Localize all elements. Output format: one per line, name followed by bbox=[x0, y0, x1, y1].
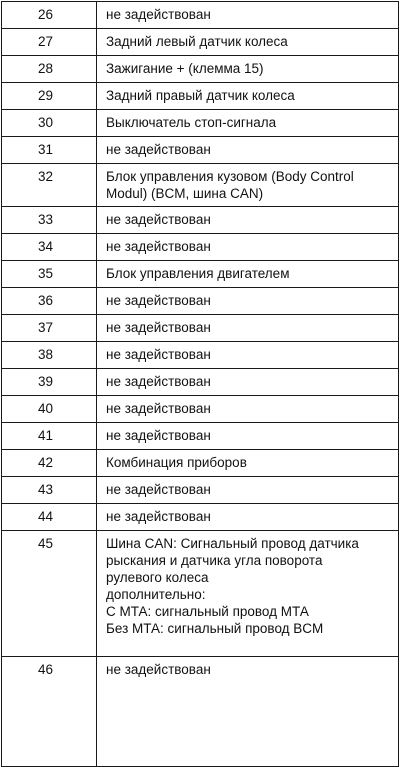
table-row bbox=[2, 83, 399, 110]
pin-number: 31 bbox=[2, 137, 97, 164]
table-row bbox=[2, 369, 399, 396]
pin-description: не задействован bbox=[97, 396, 399, 423]
pin-description: Блок управления кузовом (Body Control Modul) (BCM, шина CAN) bbox=[97, 164, 399, 207]
pin-number: 38 bbox=[2, 342, 97, 369]
pin-description: не задействован bbox=[97, 137, 399, 164]
pin-description: не задействован bbox=[97, 315, 399, 342]
table-row bbox=[2, 450, 399, 477]
pin-description: не задействован bbox=[97, 423, 399, 450]
table-row bbox=[2, 531, 399, 657]
pin-assignment-table bbox=[1, 1, 399, 767]
pin-number: 40 bbox=[2, 396, 97, 423]
pin-number: 36 bbox=[2, 288, 97, 315]
pin-number: 34 bbox=[2, 234, 97, 261]
pin-description: Комбинация приборов bbox=[97, 450, 399, 477]
pin-number: 30 bbox=[2, 110, 97, 137]
table-row bbox=[2, 504, 399, 531]
table-row bbox=[2, 657, 399, 767]
pin-number: 27 bbox=[2, 29, 97, 56]
pin-description: не задействован bbox=[97, 342, 399, 369]
pin-number: 28 bbox=[2, 56, 97, 83]
pin-number: 45 bbox=[2, 531, 97, 657]
table-row bbox=[2, 396, 399, 423]
pin-number: 37 bbox=[2, 315, 97, 342]
table-row bbox=[2, 288, 399, 315]
table-row bbox=[2, 110, 399, 137]
table-row bbox=[2, 29, 399, 56]
table-row bbox=[2, 56, 399, 83]
pin-number: 32 bbox=[2, 164, 97, 207]
pin-description: не задействован bbox=[97, 288, 399, 315]
table-row bbox=[2, 342, 399, 369]
pin-description: Задний левый датчик колеса bbox=[97, 29, 399, 56]
table-row bbox=[2, 164, 399, 207]
table-row bbox=[2, 207, 399, 234]
pin-description: не задействован bbox=[97, 504, 399, 531]
pin-number: 39 bbox=[2, 369, 97, 396]
pin-description: Выключатель стоп-сигнала bbox=[97, 110, 399, 137]
pin-number: 43 bbox=[2, 477, 97, 504]
table-row bbox=[2, 423, 399, 450]
table-row bbox=[2, 261, 399, 288]
pin-description: не задействован bbox=[97, 369, 399, 396]
pin-description: Шина CAN: Сигнальный провод датчика рыскания и датчика угла поворота рулевого колеса дополнительно: С МТА: сигнальный провод МТА Без МТА: сигнальный провод BCM bbox=[97, 531, 399, 657]
pin-number: 29 bbox=[2, 83, 97, 110]
table-row bbox=[2, 234, 399, 261]
table-row bbox=[2, 137, 399, 164]
pin-description: не задействован bbox=[97, 234, 399, 261]
pin-number: 41 bbox=[2, 423, 97, 450]
pin-description: не задействован bbox=[97, 477, 399, 504]
pin-description: не задействован bbox=[97, 207, 399, 234]
pin-number: 42 bbox=[2, 450, 97, 477]
pin-number: 26 bbox=[2, 2, 97, 29]
table-row bbox=[2, 315, 399, 342]
pin-description: Зажигание + (клемма 15) bbox=[97, 56, 399, 83]
pin-description: не задействован bbox=[97, 2, 399, 29]
pin-number: 35 bbox=[2, 261, 97, 288]
pin-table-body bbox=[2, 2, 399, 767]
pin-description: Задний правый датчик колеса bbox=[97, 83, 399, 110]
pin-description: не задействован bbox=[97, 657, 399, 767]
pin-number: 44 bbox=[2, 504, 97, 531]
pin-description: Блок управления двигателем bbox=[97, 261, 399, 288]
table-row bbox=[2, 477, 399, 504]
pin-number: 33 bbox=[2, 207, 97, 234]
pin-number: 46 bbox=[2, 657, 97, 767]
table-row bbox=[2, 2, 399, 29]
